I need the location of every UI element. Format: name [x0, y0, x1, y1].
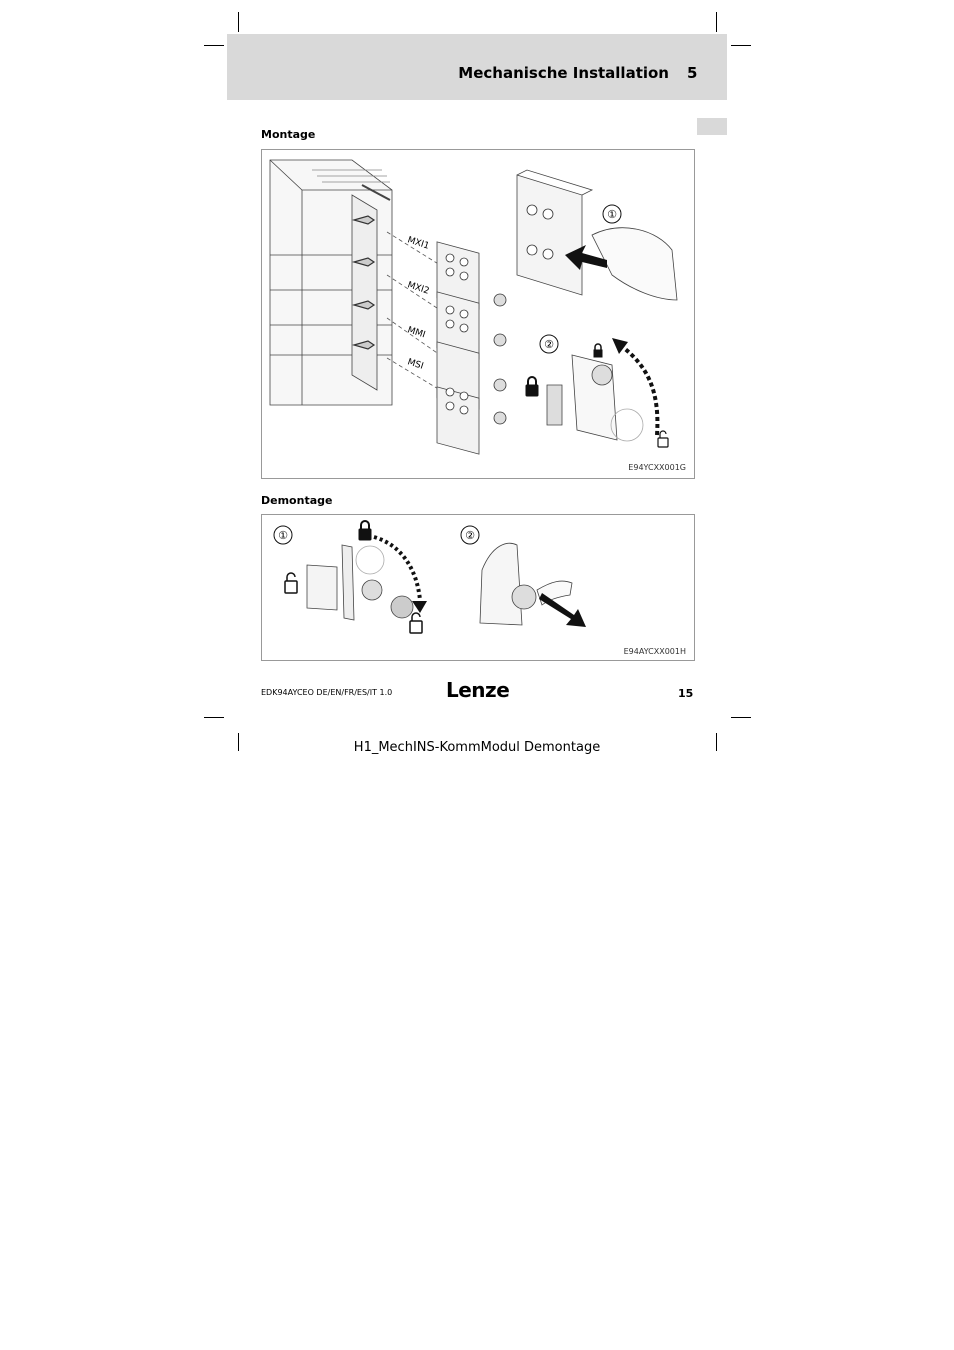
page-title: Mechanische Installation: [458, 64, 669, 82]
slot-label-mxi2: MXI2: [406, 280, 431, 297]
chapter-tab: [697, 118, 727, 135]
montage-figure: [261, 149, 695, 479]
montage-figure-code: E94YCXX001G: [628, 463, 686, 472]
demontage-step-2: ②: [465, 529, 475, 542]
demontage-heading: Demontage: [261, 494, 333, 507]
montage-step-1: ①: [607, 208, 617, 221]
slot-label-mmi: MMI: [406, 325, 427, 341]
page-number: 15: [678, 687, 694, 700]
lenze-logo: Lenze: [446, 678, 510, 702]
document-id: EDK94AYCEO DE/EN/FR/ES/IT 1.0: [261, 688, 393, 697]
chapter-number: 5: [687, 64, 698, 82]
demontage-figure: [261, 514, 695, 661]
demontage-illustration: [262, 515, 693, 659]
crop-mark: [716, 12, 717, 32]
montage-step-2: ②: [544, 338, 554, 351]
crop-mark: [731, 717, 751, 718]
page-caption: H1_MechINS-KommModul Demontage: [353, 740, 601, 755]
montage-illustration: [262, 150, 693, 477]
crop-mark: [204, 45, 224, 46]
demontage-step-1: ①: [278, 529, 288, 542]
crop-mark: [204, 717, 224, 718]
slot-label-mxi1: MXI1: [406, 235, 431, 252]
crop-mark: [238, 12, 239, 32]
slot-label-msi: MSI: [406, 357, 425, 372]
demontage-figure-code: E94AYCXX001H: [623, 647, 686, 656]
crop-mark: [731, 45, 751, 46]
montage-heading: Montage: [261, 128, 316, 141]
